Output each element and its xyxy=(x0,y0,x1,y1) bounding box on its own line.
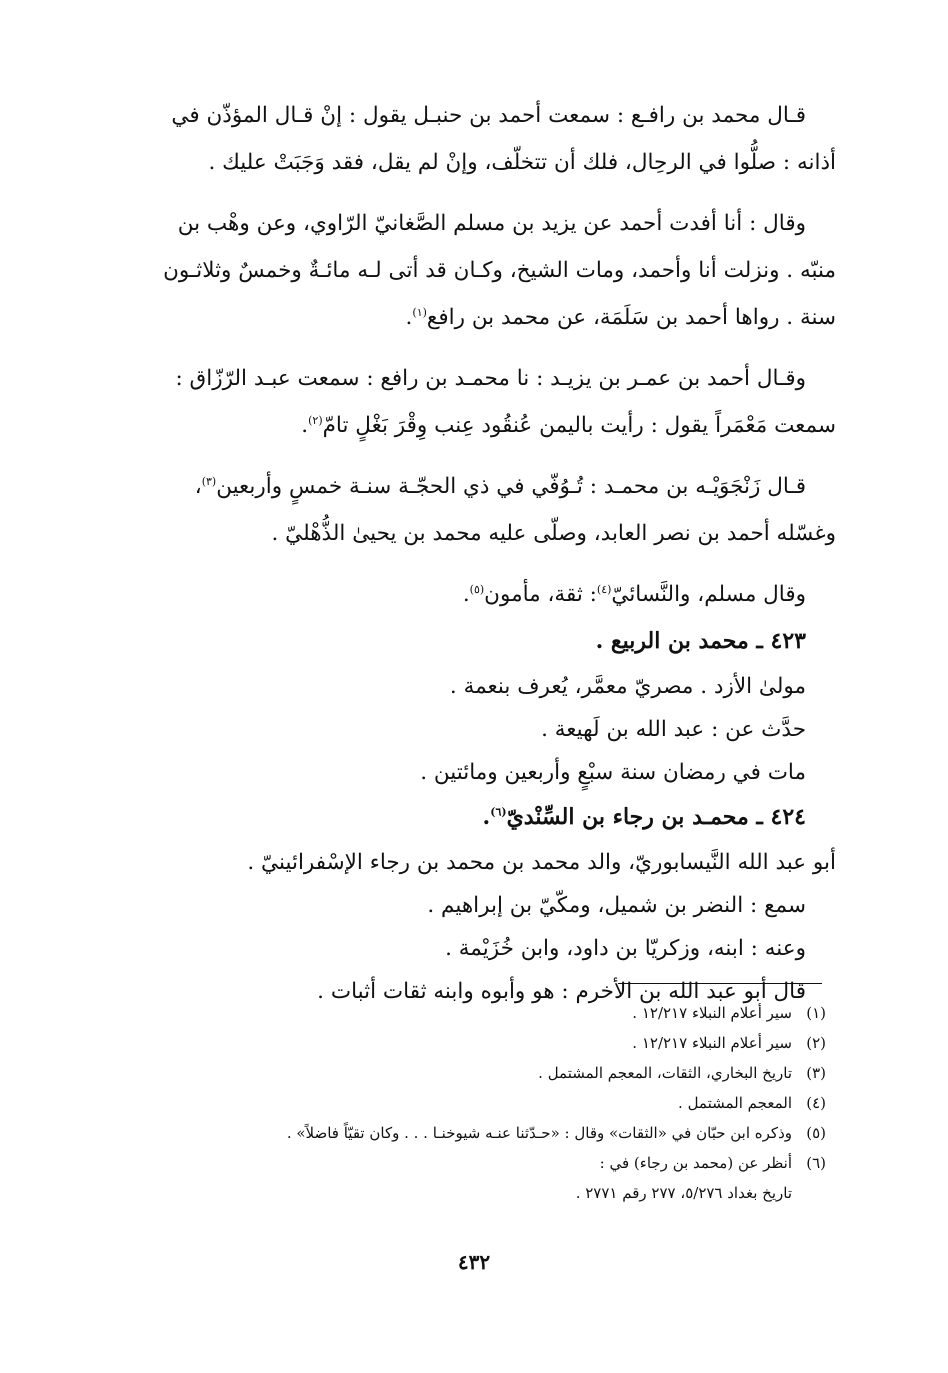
footnote xyxy=(106,1148,826,1178)
footnote xyxy=(106,998,826,1028)
text-line: قـال محمد بن رافـع : سمعت أحمد بن حنبـل يقول : إنْ قـال المؤذّن في xyxy=(171,103,806,128)
footnote-text: تاريخ بغداد ٥/٢٧٦، ٢٧٧ رقم ٢٧٧١ . xyxy=(575,1184,792,1202)
footnote-ref[interactable]: (٤) xyxy=(596,582,612,596)
footnote-number: (٢) xyxy=(806,1034,826,1052)
footnote-text: وذكره ابن حبّان في «الثقات» وقال : «حـدّثنا عنـه شيوخنـا . . . وكان تقيّاً فاضلاً» . xyxy=(286,1124,792,1142)
punctuation: ، xyxy=(194,474,202,499)
text-line: وقـال أحمد بن عمـر بن يزيـد : نا محمـد بن رافع : سمعت عبـد الرّزّاق : xyxy=(175,366,806,391)
text-line: وغسّله أحمد بن نصر العابد، وصلّى عليه محمد بن يحيىٰ الذُّهْليّ . xyxy=(271,521,836,546)
footnote-number: (٤) xyxy=(806,1094,826,1112)
text-line: منبّه . ونزلت أنا وأحمد، ومات الشيخ، وكـان قد أتى لـه مائـةٌ وخمسٌ وثلاثـون xyxy=(163,258,836,283)
footnote xyxy=(106,1118,826,1148)
paragraph-saghani xyxy=(118,200,836,341)
footnote-ref[interactable]: (٦) xyxy=(490,805,507,819)
text-line: وقال : أنا أفدت أحمد عن يزيد بن مسلم الصَّغانيّ الرّاوي، وعن وهْب بن xyxy=(177,211,806,236)
text-segment: : ثقة، مأمون xyxy=(484,582,597,607)
punctuation: . xyxy=(482,804,491,830)
text-line: سنة . رواها أحمد بن سَلَمَة، عن محمد بن رافع xyxy=(426,305,836,330)
footnote-text: تاريخ البخاري، الثقات، المعجم المشتمل . xyxy=(538,1064,792,1082)
entry-424-heading xyxy=(118,794,836,841)
footnote-ref[interactable]: (٢) xyxy=(308,413,323,427)
text-line: سمعت مَعْمَراً يقول : رأيت باليمن عُنقُود عِنب وِقْرَ بَغْلٍ تامّ xyxy=(322,413,836,438)
entry-423-line: مولىٰ الأزد . مصريّ معمَّر، يُعرف بنعمة . xyxy=(449,674,806,699)
punctuation: . xyxy=(462,582,470,607)
paragraph-abd-al-razzaq xyxy=(118,355,836,449)
text-line: أذانه : صلُّوا في الرحِال، فلك أن تتخلّف، وإنْ لم يقل، فقد وَجَبَتْ عليك . xyxy=(208,150,836,175)
muslim-nasai-line xyxy=(118,571,836,618)
entry-423-line: حدَّث عن : عبد الله بن لَهيعة . xyxy=(541,717,806,742)
footnote xyxy=(106,1028,826,1058)
footnote-number: (١) xyxy=(806,1004,826,1022)
entry-424-line: وعنه : ابنه، وزكريّا بن داود، وابن خُزَيْمة . xyxy=(445,936,806,961)
footnote-divider xyxy=(618,983,822,984)
punctuation: . xyxy=(301,413,309,438)
footnote-ref[interactable]: (٥) xyxy=(469,582,485,596)
entry-424-line: قال أبو عبد الله بن الأخرم : هو وأبوه وابنه ثقات أثبات . xyxy=(317,979,806,1004)
footnote-number: (٣) xyxy=(806,1064,826,1082)
footnote-number: (٥) xyxy=(806,1124,826,1142)
footnotes xyxy=(106,998,826,1208)
footnote-text: المعجم المشتمل . xyxy=(678,1094,792,1112)
punctuation: . xyxy=(405,305,413,330)
text-segment: وقال مسلم، والنَّسائيّ xyxy=(611,582,806,607)
paragraph-ibn-rafi-adhan xyxy=(118,92,836,186)
footnote-ref[interactable]: (١) xyxy=(412,305,427,319)
paragraph-zanjawayh xyxy=(118,463,836,557)
footnote-text: أنظر عن (محمد بن رجاء) في : xyxy=(599,1154,792,1172)
entry-424-line: أبو عبد الله النَّيسابوريّ، والد محمد بن محمد بن رجاء الإسْفرائينيّ . xyxy=(247,850,836,875)
entry-423-line: مات في رمضان سنة سبْعٍ وأربعين ومائتين . xyxy=(420,760,806,785)
footnote xyxy=(106,1058,826,1088)
entry-424-line: سمع : النضر بن شميل، ومكّيّ بن إبراهيم . xyxy=(427,893,806,918)
text-line: قـال زَنْجَوَيْـه بن محمـد : تُـوُفّي في ذي الحجّـة سنـة خمسٍ وأربعين xyxy=(216,474,806,499)
page-body xyxy=(118,92,836,1013)
footnote-ref[interactable]: (٣) xyxy=(201,474,217,488)
footnote-number: (٦) xyxy=(806,1154,826,1172)
footnote-continuation xyxy=(106,1178,826,1208)
entry-423-heading: ٤٢٣ ـ محمد بن الربيع . xyxy=(595,628,806,654)
entry-424-title: ٤٢٤ ـ محمـد بن رجاء بن السِّنْديّ xyxy=(506,804,806,830)
footnote-text: سير أعلام النبلاء ١٢/٢١٧ . xyxy=(632,1034,792,1052)
footnote-text: سير أعلام النبلاء ١٢/٢١٧ . xyxy=(632,1004,792,1022)
page-number: ٤٣٢ xyxy=(457,1250,491,1274)
footnote xyxy=(106,1088,826,1118)
